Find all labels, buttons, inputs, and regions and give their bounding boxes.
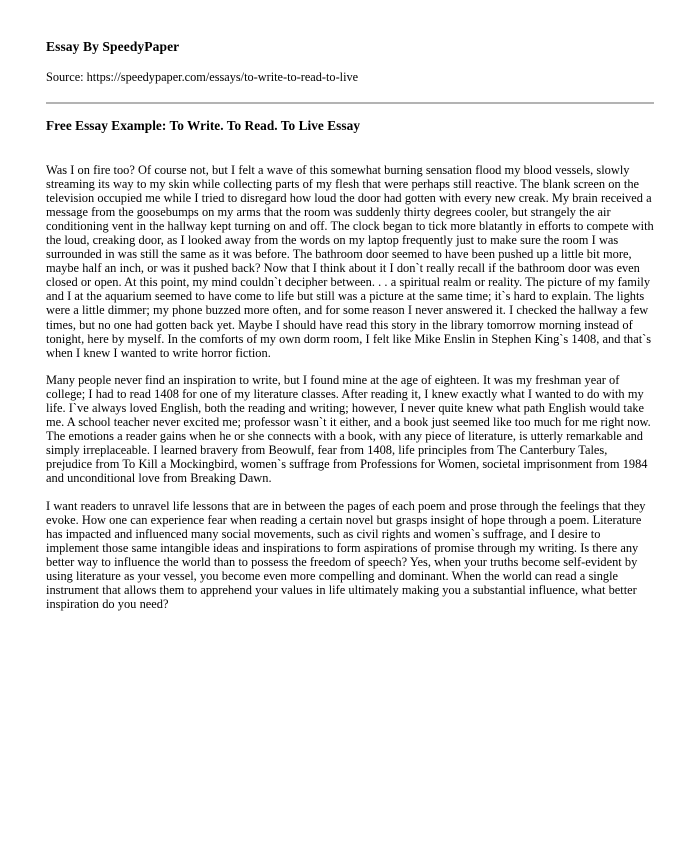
document-content-column <box>46 0 654 611</box>
body-paragraph: Many people never find an inspiration to write, but I found mine at the age of eighteen. It was my freshman year of college; I had to read 1408 for one of my literature classes. After reading it, I knew exactly what I wanted to do with my life. I`ve always loved English, both the reading and writing; however, I never quite knew what path English would take me. A school teacher never excited me; professor wasn`t it either, and a book just seemed like too much for me right now. The emotions a reader gains when he or she connects with a book, with any piece of literature, is utterly remarkable and simply irreplaceable. I learned bravery from Beowulf, fear from 1408, life principles from The Canterbury Tales, prejudice from To Kill a Mockingbird, women`s suffrage from Professions for Women, societal imprisonment from 1984 and unconditional love from Breaking Dawn. <box>46 373 651 486</box>
essay-title: Free Essay Example: To Write. To Read. To Live Essay <box>46 118 361 133</box>
source-url-line: Source: https://speedypaper.com/essays/to-write-to-read-to-live <box>46 70 359 84</box>
essay-body <box>46 134 654 611</box>
body-paragraph: I want readers to unravel life lessons that are in between the pages of each poem and prose through the feelings that they evoke. How one can experience fear when reading a certain novel but grasps insight of hope through a poem. Literature has impacted and influenced many social movements, such as civil rights and women`s suffrage, and I desire to implement those same intangible ideas and inspirations to form aspirations of promise through my writing. Is there any better way to influence the world than to possess the freedom of speech? Yes, when your truths become self-evident by using literature as your vessel, you become even more compelling and dominant. When the world can read a single instrument that allows them to apprehend your values in life ultimately making you a substantial influence, what better inspiration do you need? <box>46 499 646 612</box>
body-paragraph: Was I on fire too? Of course not, but I felt a wave of this somewhat burning sensation flood my blood vessels, slowly streaming its way to my skin while collecting parts of my flesh that were perhaps still reactive. The blank screen on the television occupied me while I tried to disregard how loud the door had gotten with every new creak. My brain received a message from the goosebumps on my arms that the room was suddenly thirty degrees cooler, but strangely the air conditioning vent in the hallway kept turning on and off. The clock began to tick more blatantly in efforts to compete with the loud, creaking door, as I looked away from the words on my laptop frequently just to make sure the room I was surrounded in was still the same as it was before. The bathroom door seemed to have been pushed up a little bit more, maybe half an inch, or was it pushed back? Now that I think about it I don`t really recall if the bathroom door was even closed or open. At this point, my mind couldn`t decipher between. . . a spiritual realm or reality. The picture of my family and I at the aquarium seemed to have come to life but still was a picture at the same time; it`s hard to explain. The lights were a little dimmer; my phone buzzed more often, and for some reason I never answered it. I checked the hallway a few times, but no one had gotten back yet. Maybe I should have read this story in the library tomorrow morning instead of tonight, here by myself. In the comforts of my own dorm room, I felt like Mike Enslin in Stephen King`s 1408, and that`s when I knew I wanted to write horror fiction. <box>46 163 654 360</box>
site-heading: Essay By SpeedyPaper <box>46 39 180 54</box>
